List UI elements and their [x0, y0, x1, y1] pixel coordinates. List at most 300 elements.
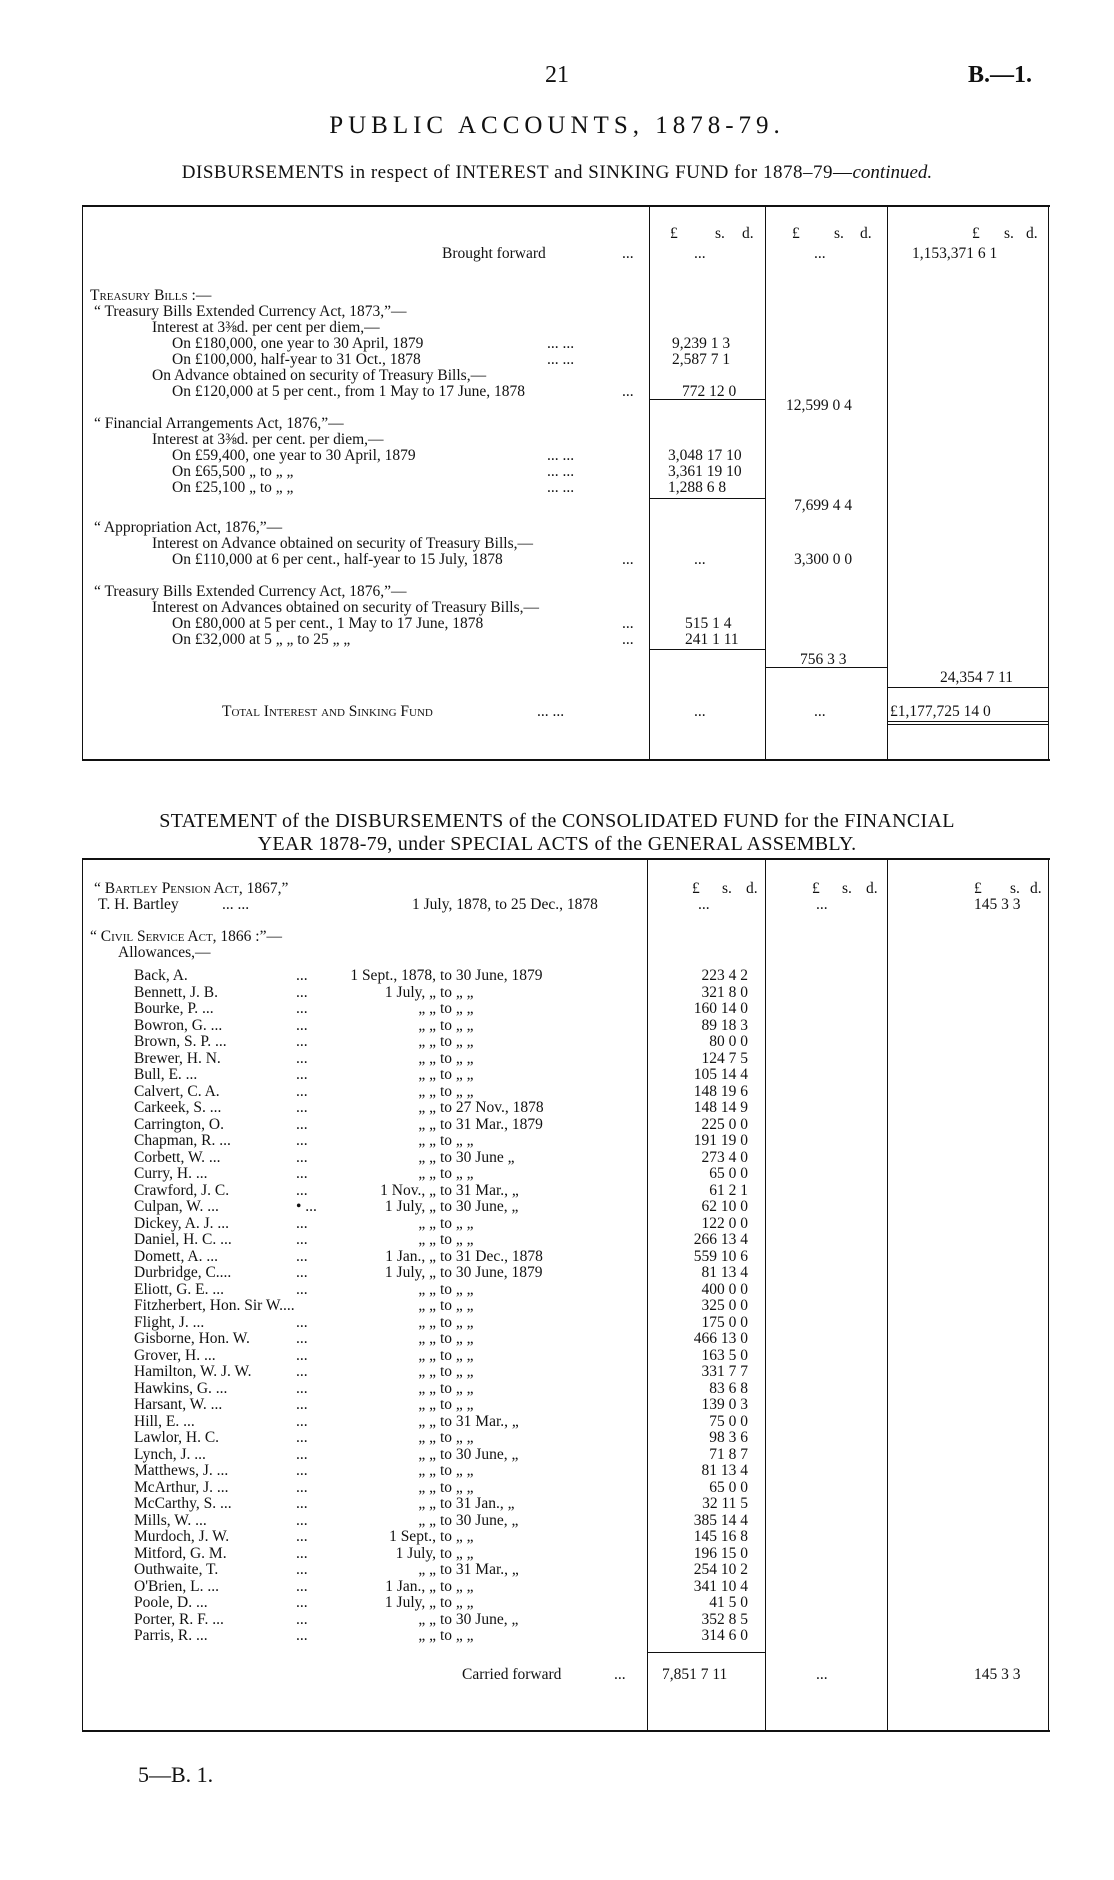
- leader-dots: ...: [296, 1511, 308, 1529]
- period-from: 1 July, „: [384, 1594, 436, 1611]
- period-from: „ „: [418, 1214, 436, 1232]
- leader-dots: ...: [296, 1148, 308, 1166]
- line-item-label: On £80,000 at 5 per cent., 1 May to 17 June, 1878: [172, 615, 484, 632]
- allowance-name: Mitford, G. M.: [134, 1544, 227, 1562]
- period-to: to „ „: [440, 1165, 474, 1182]
- brought-forward-col3: 1,153,371 6 1: [912, 245, 998, 262]
- pension-amount: 145 3 3: [974, 896, 1021, 913]
- allowance-amount: 148 19 6: [693, 1082, 748, 1100]
- period-to: to „ „: [440, 1313, 474, 1331]
- allowance-name: Hawkins, G. ...: [134, 1379, 228, 1397]
- column-divider: [887, 207, 888, 759]
- period-to: to 31 Dec., 1878: [440, 1247, 543, 1265]
- header-shillings: s.: [722, 880, 732, 897]
- subtotal-amount: 12,599 0 4: [786, 397, 852, 414]
- allowance-amount: 254 10 2: [693, 1561, 748, 1578]
- allowance-amount: 62 10 0: [701, 1198, 748, 1215]
- period-from: „ „: [418, 1561, 436, 1578]
- leader-dots: ...: [296, 1363, 308, 1380]
- advance-line: Interest on Advances obtained on security of Treasury Bills,—: [152, 599, 540, 616]
- column-divider: [647, 860, 648, 1730]
- carried-forward-rule: [647, 1652, 765, 1653]
- header-pence: d.: [860, 225, 872, 242]
- allowance-amount: 80 0 0: [709, 1033, 748, 1050]
- allowance-name: Calvert, C. A.: [134, 1082, 220, 1100]
- leader-dots: ...: [296, 1066, 308, 1083]
- line-item-label: On £65,500 „ to „ „: [172, 463, 294, 480]
- allowance-name: Murdoch, J. W.: [134, 1528, 230, 1545]
- period-from: 1 Nov., „: [380, 1181, 436, 1199]
- leader-dots: ...: [622, 551, 634, 568]
- period-to: to „ „: [440, 1033, 474, 1050]
- leader-dots: ...: [296, 1379, 308, 1397]
- leader-dots: ... ...: [547, 351, 575, 368]
- period-from: „ „: [418, 1033, 436, 1050]
- line-item-amount: 515 1 4: [685, 615, 732, 632]
- allowance-name: Carkeek, S. ...: [134, 1099, 222, 1116]
- page-number: 21: [545, 62, 569, 88]
- allowance-amount: 32 11 5: [702, 1495, 748, 1512]
- period-to: to „ „: [440, 1577, 474, 1595]
- leader-dots: ...: [296, 1033, 308, 1050]
- leader-dots: ...: [622, 383, 634, 400]
- allowance-name: Dickey, A. J. ...: [134, 1214, 229, 1232]
- header-pound: £: [692, 880, 700, 897]
- period-to: to „ „: [440, 1396, 474, 1413]
- allowance-name: Fitzherbert, Hon. Sir W....: [134, 1297, 295, 1314]
- header-shillings: s.: [834, 225, 844, 242]
- period-to: to „ „: [440, 1297, 474, 1314]
- leader-dots: ... ...: [547, 463, 575, 480]
- period-from: „ „: [418, 1165, 436, 1182]
- page-title: PUBLIC ACCOUNTS, 1878-79.: [329, 112, 785, 139]
- subtotal-rule: [649, 498, 765, 499]
- period-from: „ „: [418, 1099, 436, 1116]
- leader-dots: • ...: [296, 1198, 317, 1215]
- allowance-amount: 163 5 0: [701, 1346, 748, 1364]
- interest-table: [82, 205, 1050, 761]
- line-item-amount: 3,048 17 10: [668, 447, 742, 464]
- document-reference: B.—1.: [967, 62, 1032, 88]
- period-from: „ „: [418, 1115, 436, 1133]
- leader-dots: ...: [622, 615, 634, 632]
- leader-dots: ...: [296, 1495, 308, 1512]
- header-pence: d.: [1026, 225, 1038, 242]
- period-from: 1 July, „: [384, 983, 436, 1001]
- period-to: to 31 Mar., „: [440, 1181, 519, 1199]
- leader-dots: ...: [296, 983, 308, 1001]
- period-to: to „ „: [440, 1049, 474, 1067]
- period-from: „ „: [418, 1297, 436, 1314]
- line-item-amount: ...: [694, 551, 706, 568]
- period-from: „ „: [418, 1396, 436, 1413]
- period-to: to „ „: [440, 1000, 474, 1017]
- section-total: 24,354 7 11: [940, 669, 1014, 686]
- line-item-label: On £32,000 at 5 „ „ to 25 „ „: [172, 631, 351, 648]
- line-item-amount: 9,239 1 3: [672, 335, 731, 352]
- period-from: „ „: [418, 1363, 436, 1380]
- allowance-name: Brown, S. P. ...: [134, 1033, 227, 1050]
- allowance-amount: 266 13 4: [693, 1231, 748, 1248]
- leader-dots: ...: [296, 1082, 308, 1100]
- carried-forward-col1: 7,851 7 11: [662, 1666, 728, 1683]
- allowance-amount: 65 0 0: [709, 1478, 748, 1496]
- period-to: to „ „: [440, 1594, 474, 1611]
- allowance-name: Bennett, J. B.: [134, 983, 218, 1001]
- leader-dots: ...: [296, 1132, 308, 1149]
- period-to: to 31 Mar., „: [440, 1561, 519, 1578]
- subtotal-amount: 756 3 3: [800, 651, 847, 668]
- leader-dots: ...: [296, 1181, 308, 1199]
- allowance-amount: 148 14 9: [693, 1099, 748, 1116]
- period-from: 1 Sept., 1878,: [350, 967, 436, 984]
- allowance-name: Eliott, G. E. ...: [134, 1280, 224, 1298]
- period-to: to „ „: [440, 1379, 474, 1397]
- allowance-name: Grover, H. ...: [134, 1346, 216, 1364]
- period-to: to 30 June, 1879: [440, 967, 543, 984]
- leader-dots: ...: [296, 1313, 308, 1331]
- period-to: to 31 Jan., „: [440, 1495, 515, 1512]
- period-to: to 30 June, „: [440, 1610, 519, 1628]
- period-from: „ „: [418, 1132, 436, 1149]
- period-to: to „ „: [440, 1627, 474, 1644]
- header-shillings: s.: [715, 225, 725, 242]
- grand-total-label: Total Interest and Sinking Fund: [222, 703, 433, 720]
- allowance-name: Curry, H. ...: [134, 1165, 208, 1182]
- leader-dots: ...: [296, 1330, 308, 1347]
- leader-dots: ...: [296, 1627, 308, 1644]
- period-from: 1 Jan., „: [385, 1247, 436, 1265]
- leader-dots: ...: [296, 1264, 308, 1281]
- allowance-name: Corbett, W. ...: [134, 1148, 221, 1166]
- pension-period: 1 July, 1878, to 25 Dec., 1878: [412, 896, 598, 913]
- allowance-amount: 273 4 0: [701, 1148, 748, 1166]
- line-item-label: On £120,000 at 5 per cent., from 1 May to 17 June, 1878: [172, 383, 525, 400]
- leader-dots: ...: [296, 1429, 308, 1446]
- leader-dots: ...: [622, 245, 634, 262]
- allowance-amount: 122 0 0: [701, 1214, 748, 1232]
- leader-dots: ...: [296, 1577, 308, 1595]
- allowance-name: Domett, A. ...: [134, 1247, 218, 1265]
- period-to: to 30 June, 1879: [440, 1264, 543, 1281]
- leader-dots: ...: [296, 1000, 308, 1017]
- period-to: to „ „: [440, 1346, 474, 1364]
- allowance-amount: 325 0 0: [701, 1297, 748, 1314]
- allowance-amount: 98 3 6: [709, 1429, 748, 1446]
- allowance-name: Culpan, W. ...: [134, 1198, 219, 1215]
- advance-line: On Advance obtained on security of Treasury Bills,—: [152, 367, 487, 384]
- header-pound: £: [670, 225, 678, 242]
- period-to: to 30 June, „: [440, 1198, 519, 1215]
- period-to: to „ „: [440, 1478, 474, 1496]
- leader-dots: ... ...: [547, 479, 575, 496]
- leader-dots: ...: [296, 1528, 308, 1545]
- period-to: to „ „: [440, 1016, 474, 1034]
- leader-dots: ...: [622, 631, 634, 648]
- carried-forward-col2: ...: [816, 1666, 828, 1683]
- period-from: „ „: [418, 1478, 436, 1496]
- period-from: „ „: [418, 1082, 436, 1100]
- grand-total-col2: ...: [814, 703, 826, 720]
- line-item-label: On £59,400, one year to 30 April, 1879: [172, 447, 416, 464]
- period-to: to „ „: [440, 1280, 474, 1298]
- table-border-left: [82, 860, 83, 1730]
- subtotal-rule: [765, 667, 887, 668]
- total-double-rule: [887, 724, 1048, 725]
- allowance-amount: 81 13 4: [701, 1462, 748, 1479]
- header-pound: £: [792, 225, 800, 242]
- period-to: to 31 Mar., „: [440, 1412, 519, 1430]
- allowance-name: Outhwaite, T.: [134, 1561, 219, 1578]
- period-from: 1 Jan., „: [385, 1577, 436, 1595]
- leader-dots: ...: [296, 1165, 308, 1182]
- period-from: 1 July,: [395, 1544, 436, 1562]
- period-to: to 27 Nov., 1878: [440, 1099, 544, 1116]
- leader-dots: ...: [296, 1016, 308, 1034]
- grand-total-col1: ...: [694, 703, 706, 720]
- allowance-amount: 559 10 6: [693, 1247, 748, 1265]
- period-from: „ „: [418, 1445, 436, 1463]
- allowance-amount: 196 15 0: [693, 1544, 748, 1562]
- header-pence: d.: [1030, 880, 1042, 897]
- allowance-amount: 41 5 0: [709, 1594, 748, 1611]
- period-from: „ „: [418, 1429, 436, 1446]
- allowance-name: Carrington, O.: [134, 1115, 224, 1133]
- allowance-name: Parris, R. ...: [134, 1627, 208, 1644]
- leader-dots: ...: [296, 1561, 308, 1578]
- allowance-name: Chapman, R. ...: [134, 1132, 231, 1149]
- leader-dots: ...: [296, 967, 308, 984]
- carried-forward-label: Carried forward: [462, 1666, 562, 1683]
- leader-dots: ...: [296, 1214, 308, 1232]
- period-to: to „ „: [440, 1330, 474, 1347]
- header-shillings: s.: [842, 880, 852, 897]
- leader-dots: ...: [296, 1594, 308, 1611]
- period-to: to 30 June, „: [440, 1445, 519, 1463]
- leader-dots: ...: [296, 1478, 308, 1496]
- allowance-amount: 105 14 4: [693, 1066, 748, 1083]
- header-pence: d.: [742, 225, 754, 242]
- period-from: 1 July, „: [384, 1198, 436, 1215]
- act-heading: “ Treasury Bills Extended Currency Act, 1876,”—: [94, 583, 407, 600]
- period-from: „ „: [418, 1511, 436, 1529]
- brought-forward-col2: ...: [814, 245, 826, 262]
- period-to: to „ „: [440, 1066, 474, 1083]
- period-to: to 31 Mar., 1879: [440, 1115, 543, 1133]
- period-from: „ „: [418, 1412, 436, 1430]
- subtotal-rule: [649, 399, 765, 400]
- period-to: to „ „: [440, 1429, 474, 1446]
- brought-forward-col1: ...: [694, 245, 706, 262]
- allowance-amount: 61 2 1: [709, 1181, 748, 1199]
- act-heading: “ Civil Service Act, 1866 :”—: [90, 928, 282, 945]
- allowance-name: Gisborne, Hon. W.: [134, 1330, 250, 1347]
- statement-title-line1: STATEMENT of the DISBURSEMENTS of the CONSOLIDATED FUND for the FINANCIAL: [159, 810, 955, 832]
- interest-rate-line: Interest at 3⅜d. per cent. per diem,—: [152, 431, 384, 448]
- allowance-name: Brewer, H. N.: [134, 1049, 221, 1067]
- column-divider: [765, 860, 766, 1730]
- allowance-name: Matthews, J. ...: [134, 1462, 229, 1479]
- subtotal-amount: 3,300 0 0: [794, 551, 853, 568]
- allowance-amount: 223 4 2: [701, 967, 748, 984]
- page-footer: 5—B. 1.: [138, 1762, 214, 1787]
- consolidated-fund-table: [82, 858, 1050, 1732]
- line-item-label: On £110,000 at 6 per cent., half-year to 15 July, 1878: [172, 551, 503, 568]
- allowance-name: Bull, E. ...: [134, 1066, 198, 1083]
- header-shillings: s.: [1004, 225, 1014, 242]
- allowance-name: McCarthy, S. ...: [134, 1495, 232, 1512]
- advance-line: Interest on Advance obtained on security of Treasury Bills,—: [152, 535, 533, 552]
- period-from: „ „: [418, 1495, 436, 1512]
- allowance-amount: 175 0 0: [701, 1313, 748, 1331]
- leader-dots: ... ...: [547, 335, 575, 352]
- header-pound: £: [974, 880, 982, 897]
- allowance-amount: 400 0 0: [701, 1280, 748, 1298]
- leader-dots: ... ...: [222, 896, 250, 913]
- act-heading: “ Bartley Pension Act, 1867,”: [94, 880, 289, 897]
- allowance-name: Bourke, P. ...: [134, 1000, 214, 1017]
- allowance-amount: 71 8 7: [709, 1445, 748, 1463]
- leader-dots: ... ...: [537, 703, 565, 720]
- allowance-name: Daniel, H. C. ...: [134, 1231, 232, 1248]
- period-from: „ „: [418, 1379, 436, 1397]
- leader-dots: ...: [296, 1231, 308, 1248]
- act-heading: “ Appropriation Act, 1876,”—: [94, 519, 283, 536]
- allowance-amount: 65 0 0: [709, 1165, 748, 1182]
- period-to: to „ „: [440, 1544, 474, 1562]
- allowance-name: Porter, R. F. ...: [134, 1610, 224, 1628]
- interest-rate-line: Interest at 3⅜d. per cent per diem,—: [152, 319, 380, 336]
- line-item-label: On £25,100 „ to „ „: [172, 479, 294, 496]
- period-to: to „ „: [440, 1363, 474, 1380]
- allowance-name: Lynch, J. ...: [134, 1445, 206, 1463]
- period-from: „ „: [418, 1313, 436, 1331]
- allowance-amount: 225 0 0: [701, 1115, 748, 1133]
- allowance-amount: 160 14 0: [693, 1000, 748, 1017]
- period-to: to „ „: [440, 1528, 474, 1545]
- subtitle-text: DISBURSEMENTS in respect of INTEREST and SINKING FUND for 1878–79—: [181, 162, 853, 183]
- leader-dots: ...: [296, 1115, 308, 1133]
- leader-dots: ...: [296, 1396, 308, 1413]
- allowance-amount: 314 6 0: [701, 1627, 748, 1644]
- period-to: to „ „: [440, 983, 474, 1001]
- period-from: „ „: [418, 1610, 436, 1628]
- line-item-amount: 241 1 11: [685, 631, 739, 648]
- period-from: „ „: [418, 1346, 436, 1364]
- column-divider: [649, 207, 650, 759]
- header-shillings: s.: [1010, 880, 1020, 897]
- period-from: „ „: [418, 1049, 436, 1067]
- pension-col2: ...: [816, 896, 828, 913]
- line-item-amount: 2,587 7 1: [672, 351, 731, 368]
- allowance-name: Flight, J. ...: [134, 1313, 205, 1331]
- allowance-name: O'Brien, L. ...: [134, 1577, 220, 1595]
- leader-dots: ... ...: [547, 447, 575, 464]
- leader-dots: ...: [296, 1280, 308, 1298]
- leader-dots: ...: [296, 1247, 308, 1265]
- line-item-label: On £100,000, half-year to 31 Oct., 1878: [172, 351, 421, 368]
- allowance-name: Bowron, G. ...: [134, 1016, 223, 1034]
- allowance-amount: 75 0 0: [709, 1412, 748, 1430]
- line-item-label: On £180,000, one year to 30 April, 1879: [172, 335, 424, 352]
- table-border-right: [1048, 207, 1049, 759]
- period-to: to „ „: [440, 1132, 474, 1149]
- allowance-amount: 89 18 3: [701, 1016, 748, 1034]
- period-from: „ „: [418, 1148, 436, 1166]
- period-from: „ „: [418, 1000, 436, 1017]
- table-border-right: [1048, 860, 1049, 1730]
- leader-dots: ...: [296, 1462, 308, 1479]
- pension-col1: ...: [698, 896, 710, 913]
- total-double-rule: [887, 721, 1048, 722]
- allowance-name: Poole, D. ...: [134, 1594, 208, 1611]
- period-to: to „ „: [440, 1231, 474, 1248]
- allowance-name: Durbridge, C....: [134, 1264, 232, 1281]
- period-from: 1 July, „: [384, 1264, 436, 1281]
- allowance-amount: 341 10 4: [693, 1577, 748, 1595]
- allowance-name: Lawlor, H. C.: [134, 1429, 220, 1446]
- act-heading: “ Financial Arrangements Act, 1876,”—: [94, 415, 344, 432]
- allowance-amount: 466 13 0: [693, 1330, 748, 1347]
- subtotal-amount: 7,699 4 4: [794, 497, 853, 514]
- allowance-amount: 191 19 0: [693, 1132, 748, 1149]
- leader-dots: ...: [296, 1544, 308, 1562]
- allowance-amount: 139 0 3: [701, 1396, 748, 1413]
- brought-forward-label: Brought forward: [442, 245, 546, 262]
- allowance-name: Harsant, W. ...: [134, 1396, 223, 1413]
- allowance-amount: 352 8 5: [701, 1610, 748, 1628]
- period-from: „ „: [418, 1231, 436, 1248]
- allowance-amount: 124 7 5: [701, 1049, 748, 1067]
- allowance-name: Crawford, J. C.: [134, 1181, 230, 1199]
- leader-dots: ...: [296, 1610, 308, 1628]
- subtitle-continued: continued.: [852, 162, 933, 183]
- period-to: to 30 June, „: [440, 1511, 519, 1529]
- period-from: „ „: [418, 1016, 436, 1034]
- leader-dots: ...: [296, 1412, 308, 1430]
- table-subtitle: [0, 162, 1114, 184]
- period-to: to „ „: [440, 1214, 474, 1232]
- period-from: 1 Sept.,: [389, 1528, 436, 1545]
- line-item-amount: 1,288 6 8: [668, 479, 727, 496]
- period-to: to „ „: [440, 1082, 474, 1100]
- period-from: „ „: [418, 1066, 436, 1083]
- period-from: „ „: [418, 1627, 436, 1644]
- allowance-name: McArthur, J. ...: [134, 1478, 229, 1496]
- grand-total-amount: £1,177,725 14 0: [890, 703, 991, 720]
- column-divider: [765, 207, 766, 759]
- header-pence: d.: [866, 880, 878, 897]
- allowance-name: Back, A.: [134, 967, 188, 984]
- carried-forward-col3: 145 3 3: [974, 1666, 1021, 1683]
- statement-title-line2: YEAR 1878-79, under SPECIAL ACTS of the GENERAL ASSEMBLY.: [257, 833, 857, 855]
- allowance-name: Mills, W. ...: [134, 1511, 207, 1529]
- allowance-amount: 81 13 4: [701, 1264, 748, 1281]
- header-pound: £: [972, 225, 980, 242]
- line-item-amount: 772 12 0: [682, 383, 737, 400]
- subtotal-rule: [649, 649, 765, 650]
- section-heading: Treasury Bills :—: [90, 287, 212, 304]
- period-to: to „ „: [440, 1462, 474, 1479]
- leader-dots: ...: [614, 1666, 626, 1683]
- leader-dots: ...: [296, 1346, 308, 1364]
- allowance-amount: 321 8 0: [701, 983, 748, 1001]
- act-heading: “ Treasury Bills Extended Currency Act, 1873,”—: [94, 303, 407, 320]
- period-from: „ „: [418, 1330, 436, 1347]
- table-border-left: [82, 207, 83, 759]
- allowance-amount: 331 7 7: [701, 1363, 748, 1380]
- allowances-heading: Allowances,—: [118, 944, 211, 961]
